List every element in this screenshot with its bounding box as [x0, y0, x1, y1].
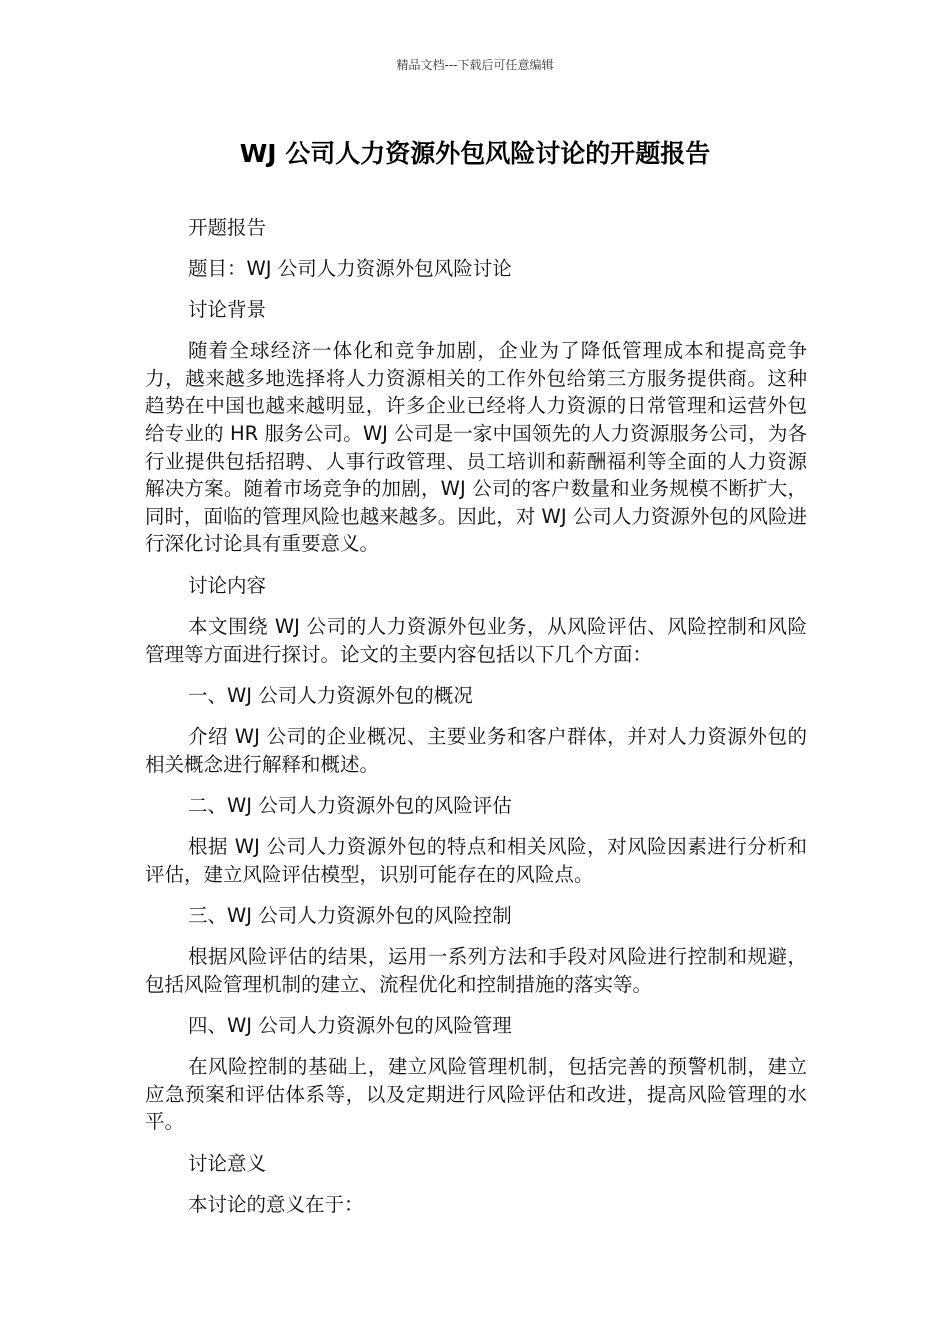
section-heading-background: 讨论背景 [188, 298, 267, 322]
background-paragraph: 随着全球经济一体化和竞争加剧，企业为了降低管理成本和提高竞争力，越来越多地选择将人力资源相关的工作外包给第三方服务提供商。这种趋势在中国也越来越明显，许多企业已经将人力资源的日常管理和运营外包给专业的 HR 服务公司。WJ 公司是一家中国领先的人力资源服务公司，为各行业提供包括招聘、人事行政管理、员工培训和薪酬福利等全面的人力资源解决方案。随着市场竞争的加剧，WJ 公司的客户数量和业务规模不断扩大，同时，面临的管理风险也越来越多。因此，对 WJ 公司人力资源外包的风险进行深化讨论具有重要意义。 [145, 339, 807, 556]
overview-paragraph: 介绍 WJ 公司的企业概况、主要业务和客户群体，并对人力资源外包的相关概念进行解释和概述。 [145, 725, 807, 776]
document-body [145, 214, 807, 1232]
risk-assessment-paragraph: 根据 WJ 公司人力资源外包的特点和相关风险，对风险因素进行分析和评估，建立风险评估模型，识别可能存在的风险点。 [145, 835, 807, 886]
section-heading-content: 讨论内容 [188, 573, 267, 597]
content-intro-paragraph: 本文围绕 WJ 公司的人力资源外包业务，从风险评估、风险控制和风险管理等方面进行探讨。论文的主要内容包括以下几个方面： [145, 614, 807, 666]
header-note: 精品文档---下载后可任意编辑 [396, 58, 554, 72]
risk-control-paragraph: 根据风险评估的结果，运用一系列方法和手段对风险进行控制和规避，包括风险管理机制的建立、流程优化和控制措施的落实等。 [145, 945, 807, 996]
subheading-overview: 一、WJ 公司人力资源外包的概况 [188, 683, 473, 707]
section-label-proposal: 开题报告 [188, 216, 267, 239]
topic-line: 题目：WJ 公司人力资源外包风险讨论 [188, 257, 512, 281]
subheading-risk-management: 四、WJ 公司人力资源外包的风险管理 [188, 1014, 512, 1038]
document-title: WJ 公司人力资源外包风险讨论的开题报告 [239, 139, 711, 168]
significance-intro: 本讨论的意义在于： [188, 1192, 364, 1216]
section-heading-significance: 讨论意义 [188, 1151, 267, 1175]
subheading-risk-control: 三、WJ 公司人力资源外包的风险控制 [188, 904, 512, 928]
subheading-risk-assessment: 二、WJ 公司人力资源外包的风险评估 [188, 793, 512, 817]
risk-management-paragraph: 在风险控制的基础上，建立风险管理机制，包括完善的预警机制，建立应急预案和评估体系等，以及定期进行风险评估和改进，提高风险管理的水平。 [145, 1055, 807, 1134]
